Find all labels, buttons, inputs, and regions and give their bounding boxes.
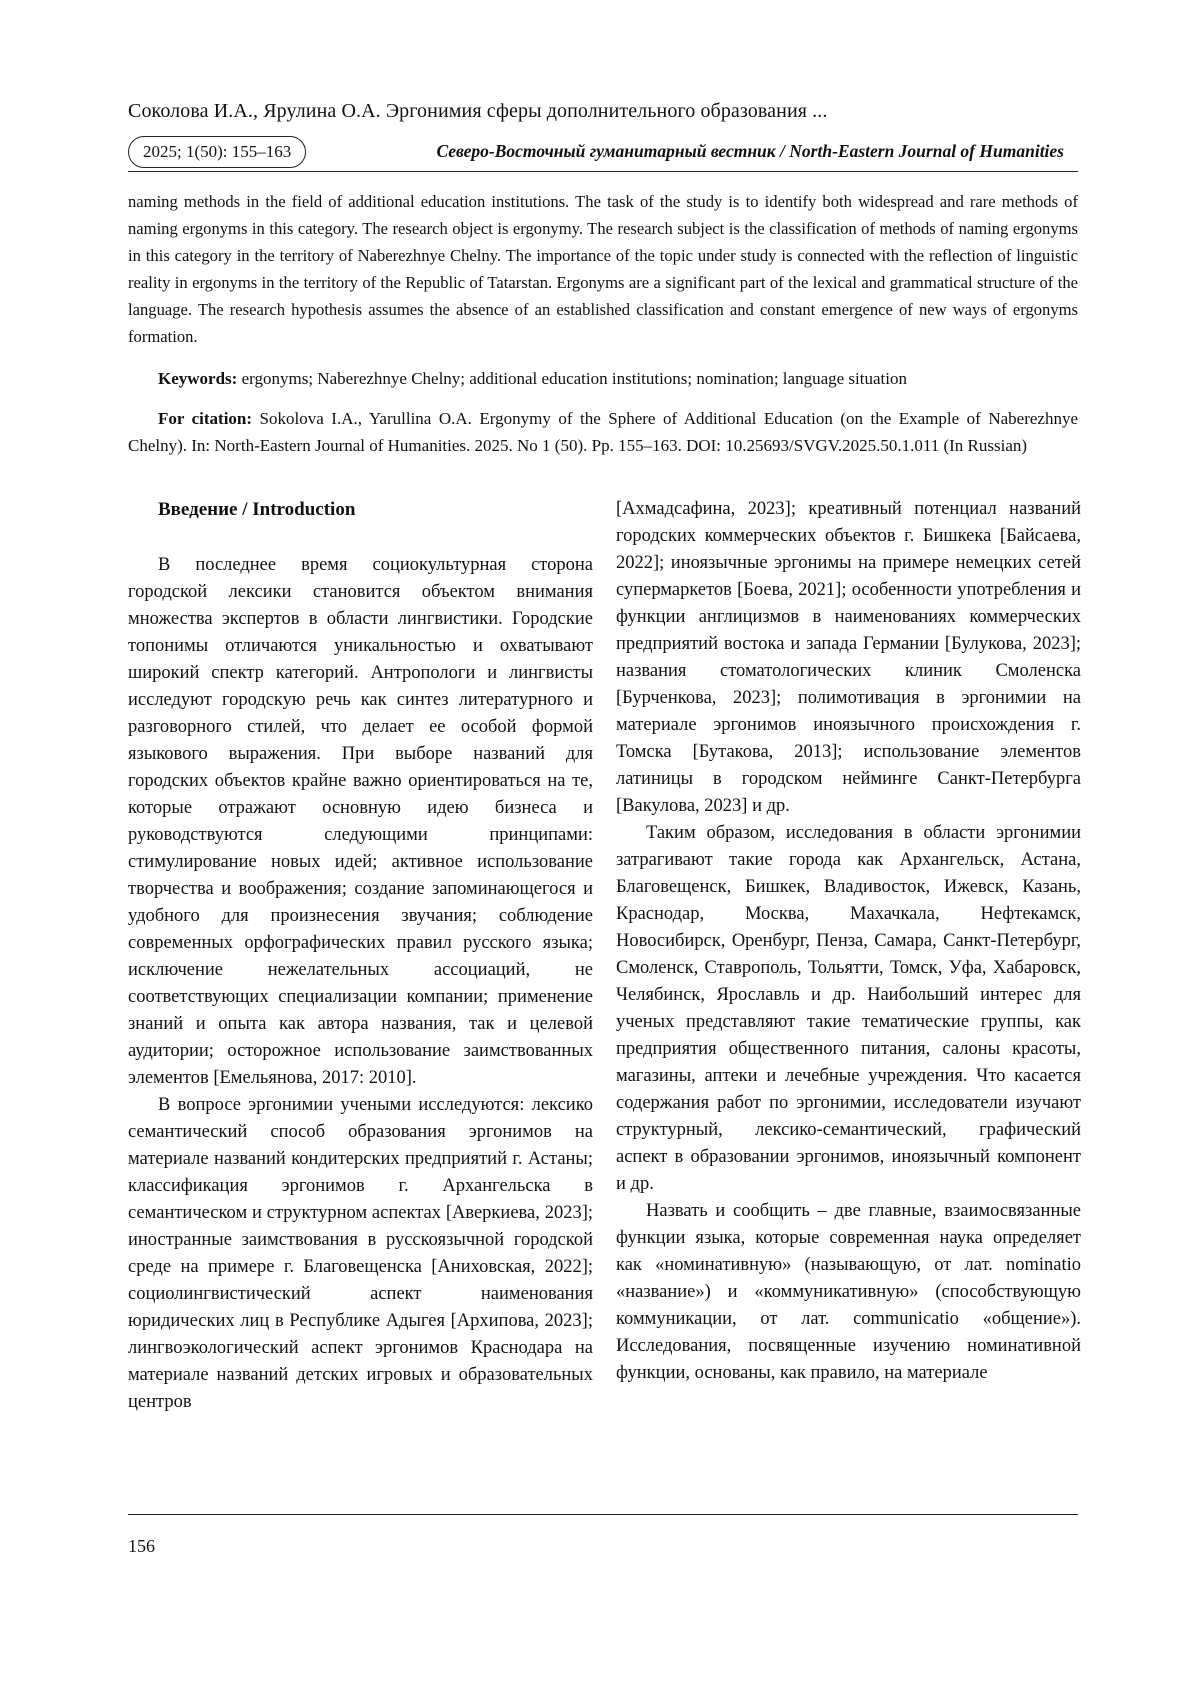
- header-divider: [128, 171, 1078, 172]
- body-paragraph: Таким образом, исследования в области эргонимии затрагивают такие города как Архангельск, Астана, Благовещенск, Бишкек, Владивосток, Ижевск, Казань, Краснодар, Москва, Махачкала, Нефтекамск, Новосибирск, Оренбург, Пенза, Самара, Санкт-Петербург, Смоленск, Ставрополь, Тольятти, Томск, Уфа, Хабаровск, Челябинск, Ярославль и др. Наибольший интерес для ученых представляют такие тематические группы, как предприятия общественного питания, салоны красоты, магазины, аптеки и лечебные учреждения. Что касается содержания работ по эргонимии, исследователи изучают структурный, лексико-семантический, графический аспект в образовании эргонимов, иноязычный компонент и др.: [616, 823, 1081, 1194]
- journal-name: Северо-Восточный гуманитарный вестник / North-Eastern Journal of Humanities: [436, 141, 1064, 161]
- citation-text: Sokolova I.A., Yarullina O.A. Ergonymy of the Sphere of Additional Education (on the Example of Naberezhnye Chelny). In: North-Eastern Journal of Humanities. 2025. No 1 (50). Pp. 155–163. DOI: 10.25693/SVGV.2025.50.1.011 (In Russian): [128, 409, 1078, 455]
- keywords-label: Keywords:: [158, 369, 238, 388]
- running-title: Соколова И.А., Ярулина О.А. Эргонимия сферы дополнительного образования ...: [128, 100, 828, 122]
- citation-label: For citation:: [158, 409, 253, 428]
- journal-page: [128, 0, 1081, 1698]
- journal-header: [128, 136, 1078, 168]
- body-paragraph: В последнее время социокультурная сторона городской лексики становится объектом внимания множества экспертов в области лингвистики. Городские топонимы отличаются уникальностью и охватывают широкий спектр категорий. Антропологи и лингвисты исследуют городскую речь как синтез литературного и разговорного стилей, что делает ее особой формой языкового выражения. При выборе названий для городских объектов крайне важно ориентироваться на те, которые отражают основную идею бизнеса и руководствуются следующими принципами: стимулирование новых идей; активное использование творчества и воображения; создание запоминающегося и удобного для произнесения звучания; соблюдение современных орфографических правил русского языка; исключение нежелательных ассоциаций, не соответствующих специализации компании; применение знаний и опыта как автора названия, так и целевой аудитории; осторожное использование заимствованных элементов [Емельянова, 2017: 2010].: [128, 555, 593, 1088]
- footer-divider: [128, 1514, 1078, 1515]
- page-number: 156: [128, 1536, 155, 1556]
- body-paragraph: Назвать и сообщить – две главные, взаимосвязанные функции языка, которые современная наука определяет как «номинативную» (называющую, от лат. nominatio «название») и «коммуникативную» (способствующую коммуникации, от лат. communicatio «общение»). Исследования, посвященные изучению номинативной функции, основаны, как правило, на материале: [616, 1201, 1081, 1383]
- body-column-right: [616, 496, 1081, 1387]
- body-paragraph: В вопросе эргонимии учеными исследуются: лексико семантический способ образования эргонимов на материале названий кондитерских предприятий г. Астаны; классификация эргонимов г. Архангельска в семантическом и структурном аспектах [Аверкиева, 2023]; иностранные заимствования в русскоязычной городской среде на примере г. Благовещенска [Аниховская, 2022]; социолингвистический аспект наименования юридических лиц в Республике Адыгея [Архипова, 2023]; лингвоэкологический аспект эргонимов Краснодара на материале названий детских игровых и образовательных центров: [128, 1095, 593, 1412]
- issue-badge: 2025; 1(50): 155–163: [128, 136, 306, 168]
- abstract-text: naming methods in the field of additional education institutions. The task of the study is to identify both widespread and rare methods of naming ergonyms in this category. The research object is ergonymy. The research subject is the classification of methods of naming ergonyms in this category in the territory of Naberezhnye Chelny. The importance of the topic under study is connected with the reflection of linguistic reality in ergonyms in the territory of the Republic of Tatarstan. Ergonyms are a significant part of the lexical and grammatical structure of the language. The research hypothesis assumes the absence of an established classification and constant emergence of new ways of ergonyms formation.: [128, 192, 1078, 346]
- section-heading: Введение / Introduction: [158, 499, 356, 520]
- citation: [128, 405, 1078, 459]
- keywords: [128, 365, 1078, 392]
- keywords-text: ergonyms; Naberezhnye Chelny; additional education institutions; nomination; language situation: [237, 369, 907, 388]
- body-paragraph: [Ахмадсафина, 2023]; креативный потенциал названий городских коммерческих объектов г. Бишкека [Байсаева, 2022]; иноязычные эргонимы на примере немецких сетей супермаркетов [Боева, 2021]; особенности употребления и функции англицизмов в наименованиях коммерческих предприятий востока и запада Германии [Булукова, 2023]; названия стоматологических клиник Смоленска [Бурченкова, 2023]; полимотивация в эргонимии на материале эргонимов иноязычного происхождения г. Томска [Бутакова, 2013]; использование элементов латиницы в городском нейминге Санкт-Петербурга [Вакулова, 2023] и др.: [616, 499, 1081, 816]
- body-column-left: [128, 496, 593, 1416]
